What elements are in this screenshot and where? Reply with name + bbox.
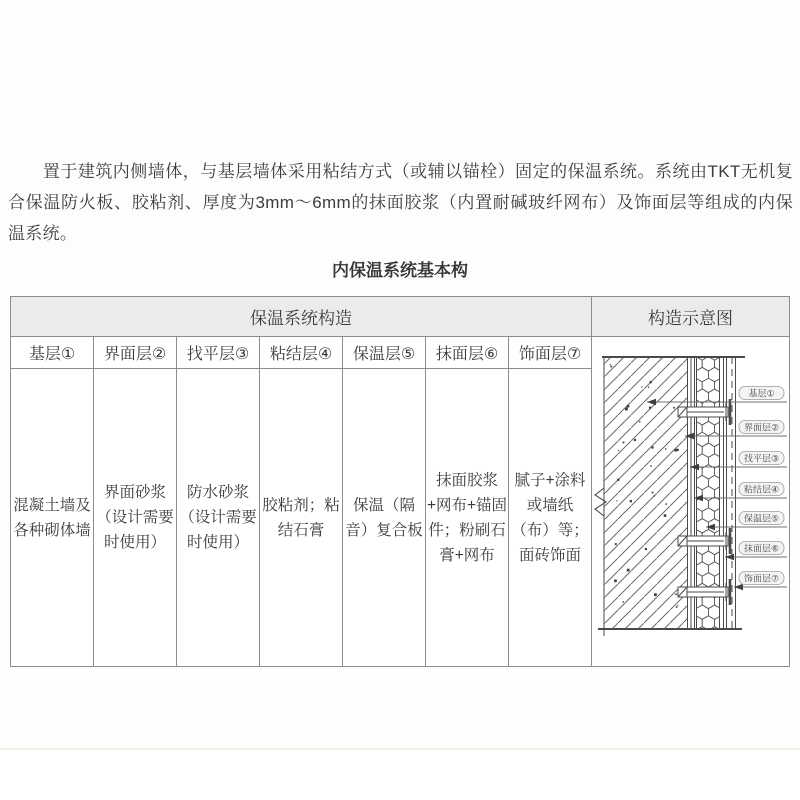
column-header-base: 基层① (11, 337, 94, 369)
column-header-interface: 界面层② (94, 337, 177, 369)
svg-text:界面层②: 界面层② (744, 422, 780, 433)
column-header-rendering: 抹面层⑥ (426, 337, 509, 369)
cell-insulation-layer: 保温（隔音）复合板 (343, 369, 426, 667)
cell-bonding-layer: 胶粘剂；粘结石膏 (260, 369, 343, 667)
group-header-system: 保温系统构造 (11, 297, 592, 337)
wall-section-diagram (592, 337, 789, 666)
diagram-label-insulation (739, 512, 784, 525)
svg-text:基层①: 基层① (748, 388, 775, 399)
svg-text:粘结层④: 粘结层④ (744, 484, 780, 495)
insulation-system-table (10, 296, 790, 667)
page-lower-area (0, 750, 800, 800)
column-header-finish: 饰面层⑦ (509, 337, 592, 369)
construction-diagram-cell (592, 337, 790, 667)
diagram-label-finish (739, 572, 784, 585)
svg-text:保温层⑤: 保温层⑤ (744, 513, 780, 524)
intro-paragraph: 置于建筑内侧墙体，与基层墙体采用粘结方式（或辅以锚栓）固定的保温系统。系统由TKT无机复合保温防火板、胶粘剂、厚度为3mm～6mm的抹面胶浆（内置耐碱玻纤网布）及饰面层等组成的内保温系统。 (8, 162, 793, 243)
base-wall-hatch (604, 357, 688, 629)
svg-text:抹面层⑥: 抹面层⑥ (744, 543, 780, 554)
cell-interface-layer: 界面砂浆（设计需要时使用） (94, 369, 177, 667)
cell-base-layer: 混凝土墙及各种砌体墙 (11, 369, 94, 667)
diagram-label-base (739, 387, 784, 400)
cell-finish-layer: 腻子+涂料或墙纸（布）等；面砖饰面 (509, 369, 592, 667)
column-header-insulation: 保温层⑤ (343, 337, 426, 369)
diagram-label-rendering (739, 542, 784, 555)
column-header-leveling: 找平层③ (177, 337, 260, 369)
group-header-row (11, 297, 790, 337)
diagram-label-bonding (739, 483, 784, 496)
group-header-diagram: 构造示意图 (592, 297, 790, 337)
diagram-label-leveling (739, 452, 784, 465)
diagram-label-interface (739, 421, 784, 434)
column-header-bonding: 粘结层④ (260, 337, 343, 369)
cell-leveling-layer: 防水砂浆（设计需要时使用） (177, 369, 260, 667)
column-header-row (11, 337, 790, 369)
page-seam-line (0, 748, 800, 750)
svg-text:找平层③: 找平层③ (744, 453, 780, 464)
table-title: 内保温系统基本构 (332, 261, 468, 280)
svg-text:饰面层⑦: 饰面层⑦ (744, 573, 780, 584)
cell-rendering-layer: 抹面胶浆+网布+锚固件；粉刷石膏+网布 (426, 369, 509, 667)
